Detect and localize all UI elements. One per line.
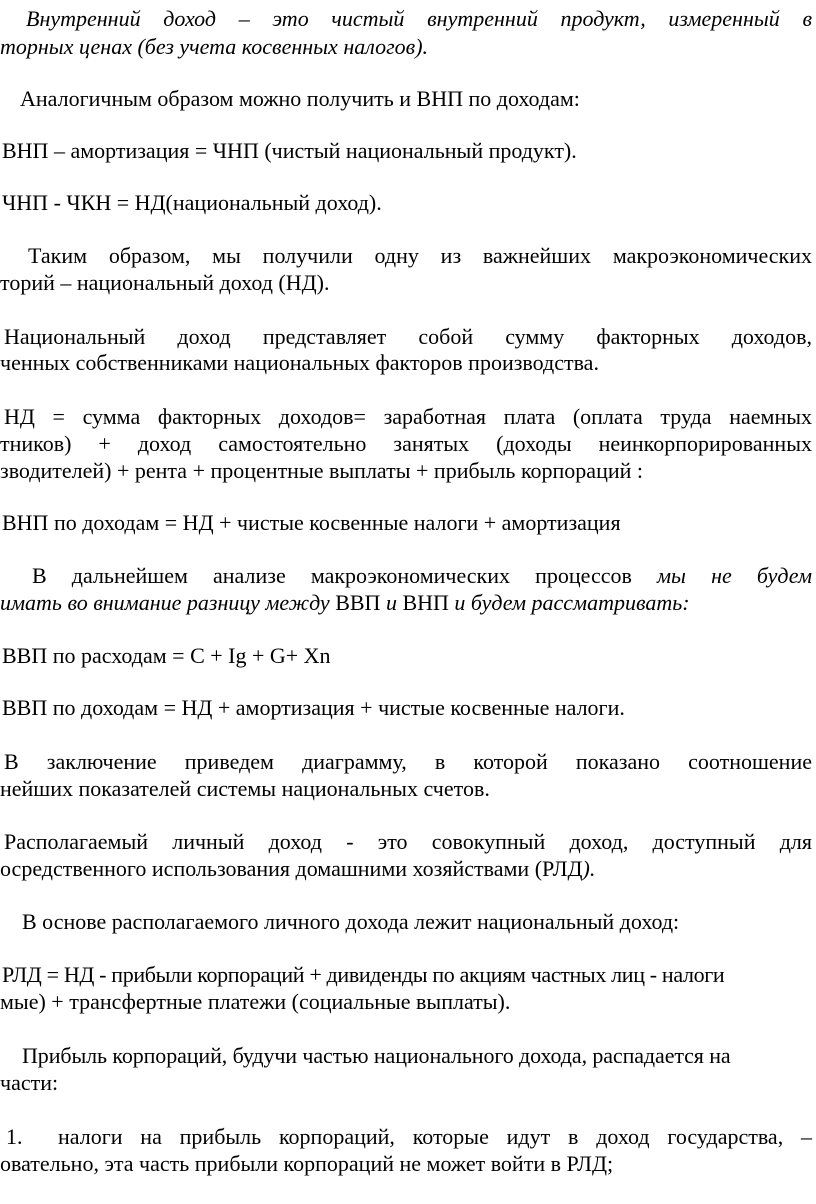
formula-line: ВНП по доходам = НД + чистые косвенные налоги + амортизация xyxy=(2,510,621,535)
list-item: налоги на прибыль корпораций, которые идут в доход государства, – xyxy=(58,1124,812,1149)
text-line: ченных собственниками национальных факторов производства. xyxy=(0,350,599,375)
text-line: торных ценах (без учета косвенных налогов). xyxy=(0,34,429,59)
text-line: Внутренний доход – это чистый внутренний продукт, измеренный в xyxy=(26,6,812,31)
text-line: Располагаемый личный доход - это совокупный доход, доступный для xyxy=(4,829,812,854)
formula-line: ЧНП - ЧКН = НД(национальный доход). xyxy=(2,190,382,215)
text-line: осредственного использования домашними хозяйствами (РЛД). xyxy=(0,856,596,881)
text-line: В дальнейшем анализе макроэкономических процессов мы не будем xyxy=(32,563,812,588)
text-line: мые) + трансфертные платежи (социальные выплаты). xyxy=(0,989,511,1014)
text-line: тников) + доход самостоятельно занятых (доходы неинкорпорированных xyxy=(0,431,812,456)
text-line: овательно, эта часть прибыли корпораций не может войти в РЛД; xyxy=(0,1151,614,1176)
formula-line: ВНП – амортизация = ЧНП (чистый национальный продукт). xyxy=(2,138,577,163)
formula-line: ВВП по доходам = НД + амортизация + чистые косвенные налоги. xyxy=(2,695,625,720)
formula-line: ВВП по расходам = C + Ig + G+ Xn xyxy=(2,643,331,668)
text-line: имать во внимание разницу между ВВП и ВНП и будем рассматривать: xyxy=(0,590,690,615)
text-line: торий – национальный доход (НД). xyxy=(0,270,330,295)
text-line: НД = сумма факторных доходов= заработная плата (оплата труда наемных xyxy=(4,404,812,429)
text-line: В основе располагаемого личного дохода лежит национальный доход: xyxy=(22,909,680,934)
text-line: Национальный доход представляет собой сумму факторных доходов, xyxy=(4,324,812,349)
formula-line: РЛД = НД - прибыли корпораций + дивиденды по акциям частных лиц - налоги xyxy=(2,962,725,987)
list-number: 1. xyxy=(6,1124,23,1149)
text-line: Прибыль корпораций, будучи частью национального дохода, распадается на xyxy=(22,1043,731,1068)
text-line: нейших показателей системы национальных счетов. xyxy=(0,776,490,801)
text-line: Аналогичным образом можно получить и ВНП по доходам: xyxy=(20,86,580,111)
text-line: части: xyxy=(0,1070,59,1095)
text-line: В заключение приведем диаграмму, в которой показано соотношение xyxy=(4,749,812,774)
text-line: Таким образом, мы получили одну из важнейших макроэкономических xyxy=(28,243,812,268)
text-line: зводителей) + рента + процентные выплаты + прибыль корпораций : xyxy=(0,458,643,483)
